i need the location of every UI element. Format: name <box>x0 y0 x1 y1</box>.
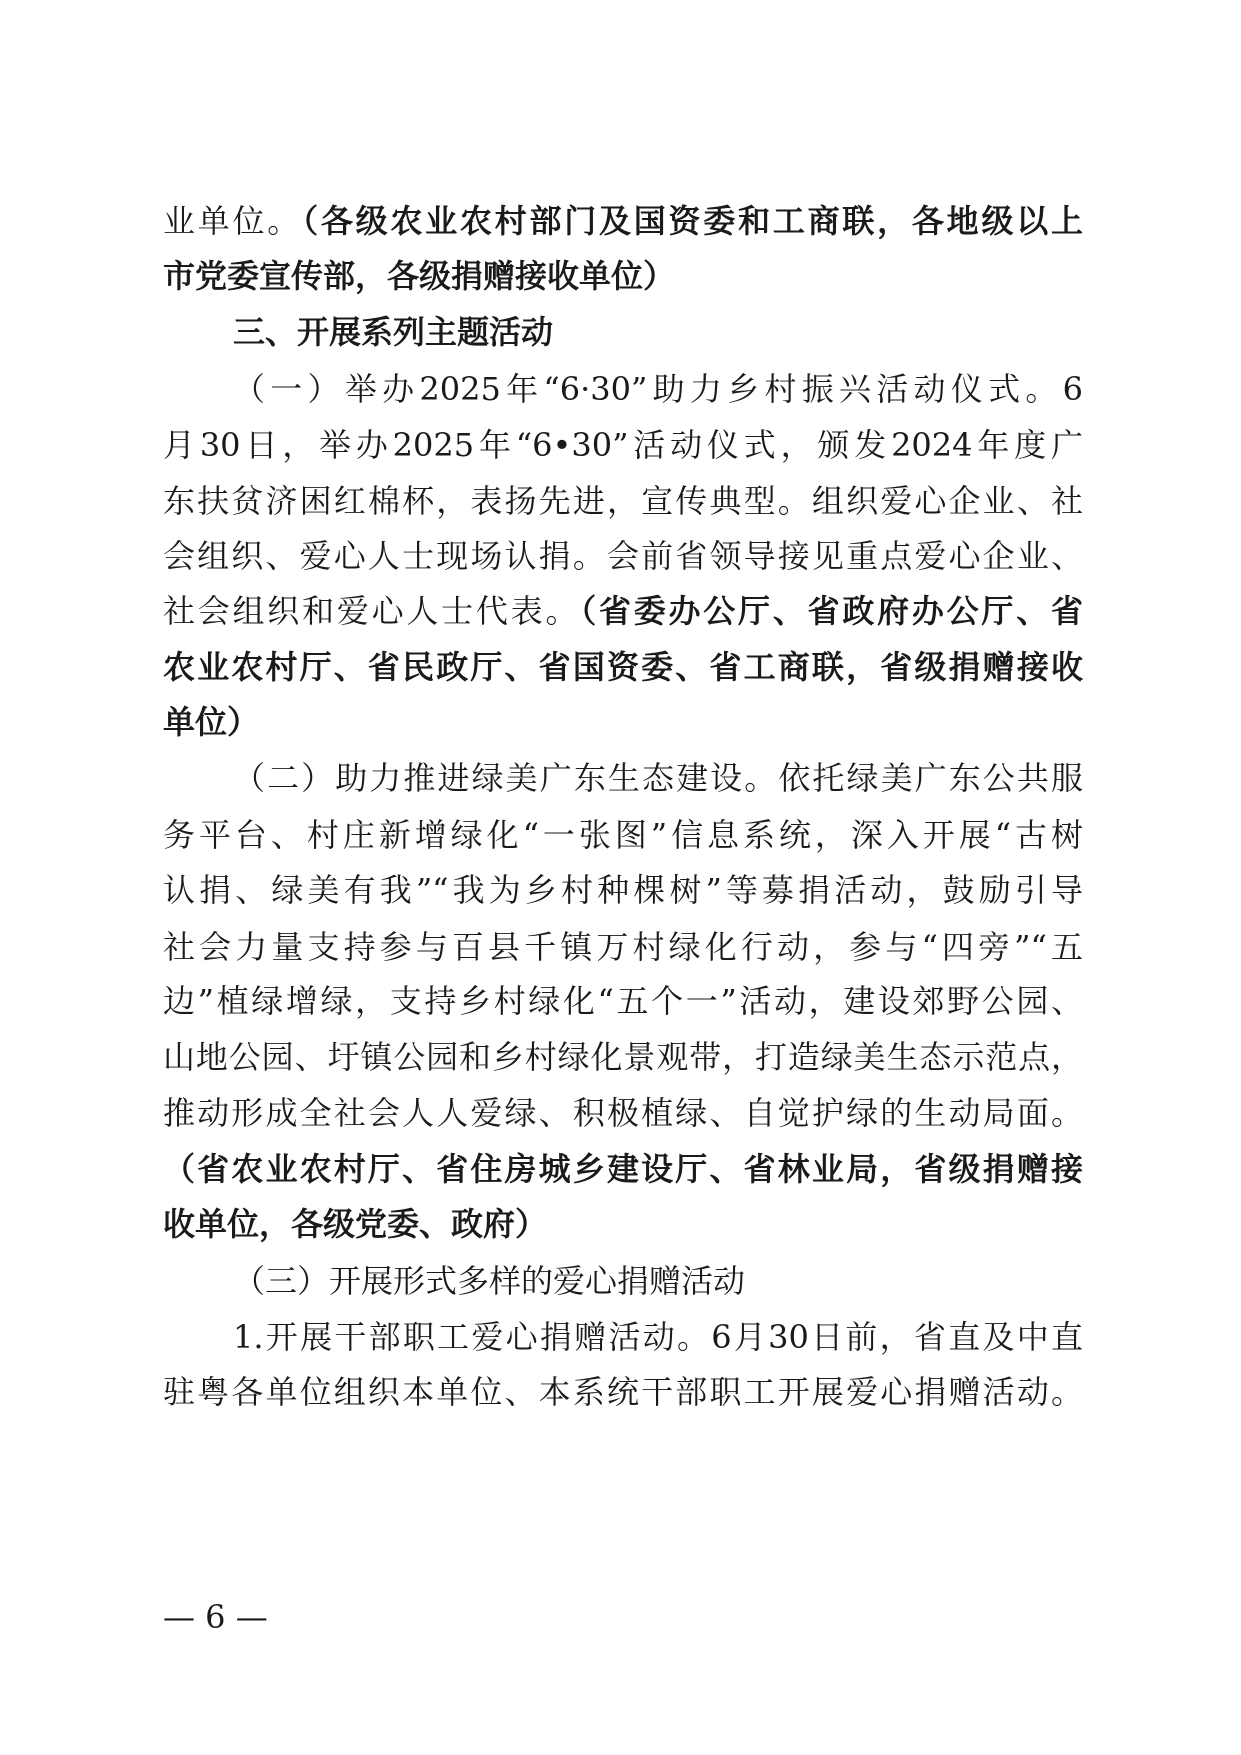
text-line <box>163 971 1083 1031</box>
text-line <box>163 581 1083 641</box>
line-text: 务平台、村庄新增绿化“一张图”信息系统，深入开展“古树 <box>163 816 1083 854</box>
subsection-heading <box>163 359 1083 419</box>
text-line <box>163 917 1083 977</box>
line-text: 认捐、绿美有我”“我为乡村种棵树”等募捐活动，鼓励引导 <box>163 871 1083 909</box>
text-line <box>163 692 1083 752</box>
line-text: （二）助力推进绿美广东生态建设。依托绿美广东公共服 <box>233 759 1083 797</box>
responsible-units: 单位） <box>163 703 260 741</box>
responsible-units: （各级农业农村部门及国资委和工商联，各地级以上 <box>302 202 1083 240</box>
responsible-units: 农业农村厅、省民政厅、省国资委、省工商联，省级捐赠接收 <box>163 648 1083 686</box>
line-text: 月30日，举办2025年“6•30”活动仪式，颁发2024年度广 <box>163 426 1083 464</box>
line-text: 社会组织和爱心人士代表。 <box>163 592 581 630</box>
line-text: 驻粤各单位组织本单位、本系统干部职工开展爱心捐赠活动。 <box>163 1373 1083 1411</box>
line-text: 社会力量支持参与百县千镇万村绿化行动，参与“四旁”“五 <box>163 928 1083 966</box>
line-text: 边”植绿增绿，支持乡村绿化“五个一”活动，建设郊野公园、 <box>163 982 1083 1020</box>
text-line <box>163 1027 1083 1087</box>
responsible-units: （省委办公厅、省政府办公厅、省 <box>580 592 1083 630</box>
text-line <box>163 637 1083 697</box>
text-line <box>163 1083 1083 1143</box>
responsible-units: 市党委宣传部，各级捐赠接收单位） <box>163 257 676 295</box>
section-heading: 三、开展系列主题活动 <box>233 313 554 351</box>
text-line <box>163 471 1083 531</box>
text-line <box>163 246 1083 306</box>
responsible-units: （省农业农村厅、省住房城乡建设厅、省林业局，省级捐赠接 <box>163 1150 1083 1188</box>
subsection-heading <box>163 1251 1083 1311</box>
line-text: 山地公园、圩镇公园和乡村绿化景观带，打造绿美生态示范点， <box>163 1038 1083 1076</box>
page-number: — 6 — <box>163 1598 268 1636</box>
text-line <box>163 1362 1083 1422</box>
text-line <box>163 415 1083 475</box>
text-line <box>163 805 1083 865</box>
text-line <box>163 860 1083 920</box>
line-text: （一）举办2025年“6·30”助力乡村振兴活动仪式。6 <box>233 370 1083 408</box>
line-text: （三）开展形式多样的爱心捐赠活动 <box>233 1262 746 1300</box>
line-text: 业单位。 <box>163 202 303 240</box>
subsection-heading <box>163 748 1083 808</box>
text-line <box>163 1307 1083 1367</box>
text-line <box>163 1139 1083 1199</box>
line-text: 推动形成全社会人人爱绿、积极植绿、自觉护绿的生动局面。 <box>163 1094 1083 1132</box>
text-line <box>163 191 1083 251</box>
responsible-units: 收单位，各级党委、政府） <box>163 1205 548 1243</box>
text-line <box>163 1194 1083 1254</box>
line-text: 会组织、爱心人士现场认捐。会前省领导接见重点爱心企业、 <box>163 537 1083 575</box>
line-text: 1.开展干部职工爱心捐赠活动。6月30日前，省直及中直 <box>233 1318 1083 1356</box>
text-line <box>163 526 1083 586</box>
line-text: 东扶贫济困红棉杯，表扬先进，宣传典型。组织爱心企业、社 <box>163 482 1083 520</box>
